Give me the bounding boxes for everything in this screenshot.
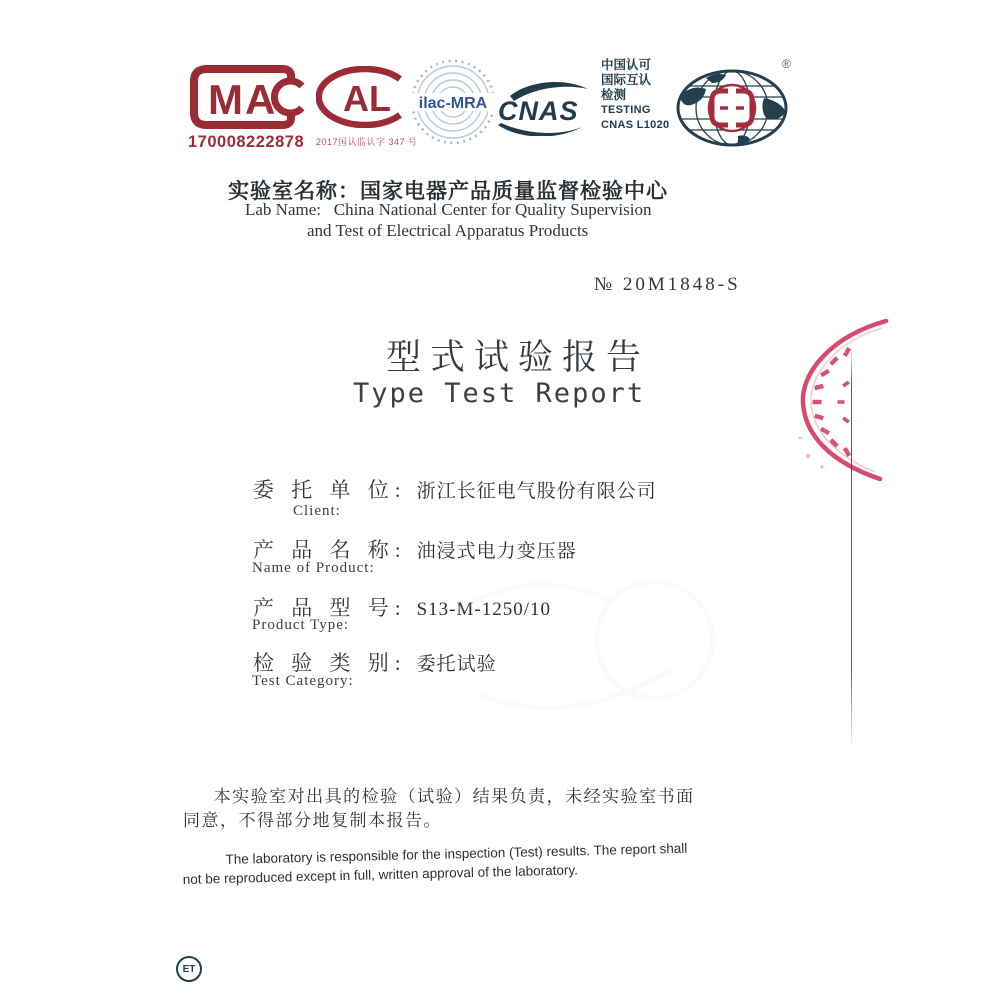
lab-name-en-line1 (245, 200, 652, 220)
lab-name-cn: 实验室名称：国家电器产品质量监督检验中心 (228, 180, 668, 203)
cma-certificate-number: 170008222878 (188, 133, 305, 151)
faint-stamp-watermark (430, 555, 770, 765)
al-mark-icon (316, 66, 420, 128)
field-product-type-label-en: Product Type: (252, 617, 350, 633)
cma-mark-icon (188, 64, 306, 130)
lab-name-en-line2: and Test of Electrical Apparatus Products (307, 221, 589, 240)
svg-text:ilac-MRA: ilac-MRA (418, 95, 488, 112)
title-en: Type Test Report (353, 378, 646, 409)
responsibility-statement-cn: 本实验室对出具的检验（试验）结果负责，未经实验室书面同意，不得部分地复制本报告。 (183, 787, 695, 830)
cnas-line-1: 中国认可 (601, 58, 652, 72)
cnas-logo (496, 80, 590, 141)
ilac-mra-icon (408, 58, 498, 146)
report-number: № 20M1848-S (594, 274, 741, 295)
title-cn: 型式试验报告 (386, 338, 651, 377)
lab-name-en-text: China National Center for Quality Supervision (333, 200, 652, 219)
cnas-accreditation-text (601, 58, 669, 133)
registered-trademark-symbol: ® (782, 57, 791, 71)
al-approval-number: 2017国认监认字 347 号 (316, 137, 418, 147)
field-client-label-cn: 委 托 单 位: (253, 478, 407, 502)
cnas-line-5: CNAS L1020 (601, 119, 670, 131)
field-test-category-value: 委托试验 (416, 654, 497, 675)
field-test-category-label-cn: 检 验 类 别: (253, 651, 407, 675)
field-test-category-label-en: Test Category: (252, 673, 354, 689)
ilac-mra-logo (408, 58, 498, 151)
page-fold-line (851, 346, 852, 748)
field-client-label-en: Client: (293, 503, 341, 519)
globe-icon (676, 56, 794, 152)
field-product-name-value: 油浸式电力变压器 (416, 541, 577, 562)
cnas-swoosh-icon (496, 80, 590, 136)
cnas-line-4: TESTING (601, 104, 651, 116)
responsibility-statement-en: The laboratory is responsible for the inspection (Test) results. The report shall not be reproduced except in full, written approval of the laboratory. (182, 840, 688, 888)
svg-text:AL: AL (343, 78, 391, 119)
svg-text:CNAS: CNAS (498, 96, 579, 126)
cma-logo (188, 64, 310, 152)
cnas-line-3: 检测 (601, 88, 627, 102)
field-product-type-label-cn: 产 品 型 号: (253, 596, 407, 620)
cnas-line-2: 国际互认 (601, 73, 652, 87)
field-product-name-label-en: Name of Product: (252, 560, 375, 576)
field-client (253, 474, 657, 504)
lab-name-en-label: Lab Name: (245, 200, 321, 219)
field-product-name-label-cn: 产 品 名 称: (253, 538, 407, 562)
globe-certification-logo (676, 56, 794, 157)
et-page-mark: ET (176, 956, 202, 982)
official-seal (778, 316, 892, 486)
svg-text:MA: MA (208, 76, 278, 123)
field-client-value: 浙江长征电气股份有限公司 (416, 481, 657, 502)
field-product-type-value: S13-M-1250/10 (416, 599, 551, 620)
